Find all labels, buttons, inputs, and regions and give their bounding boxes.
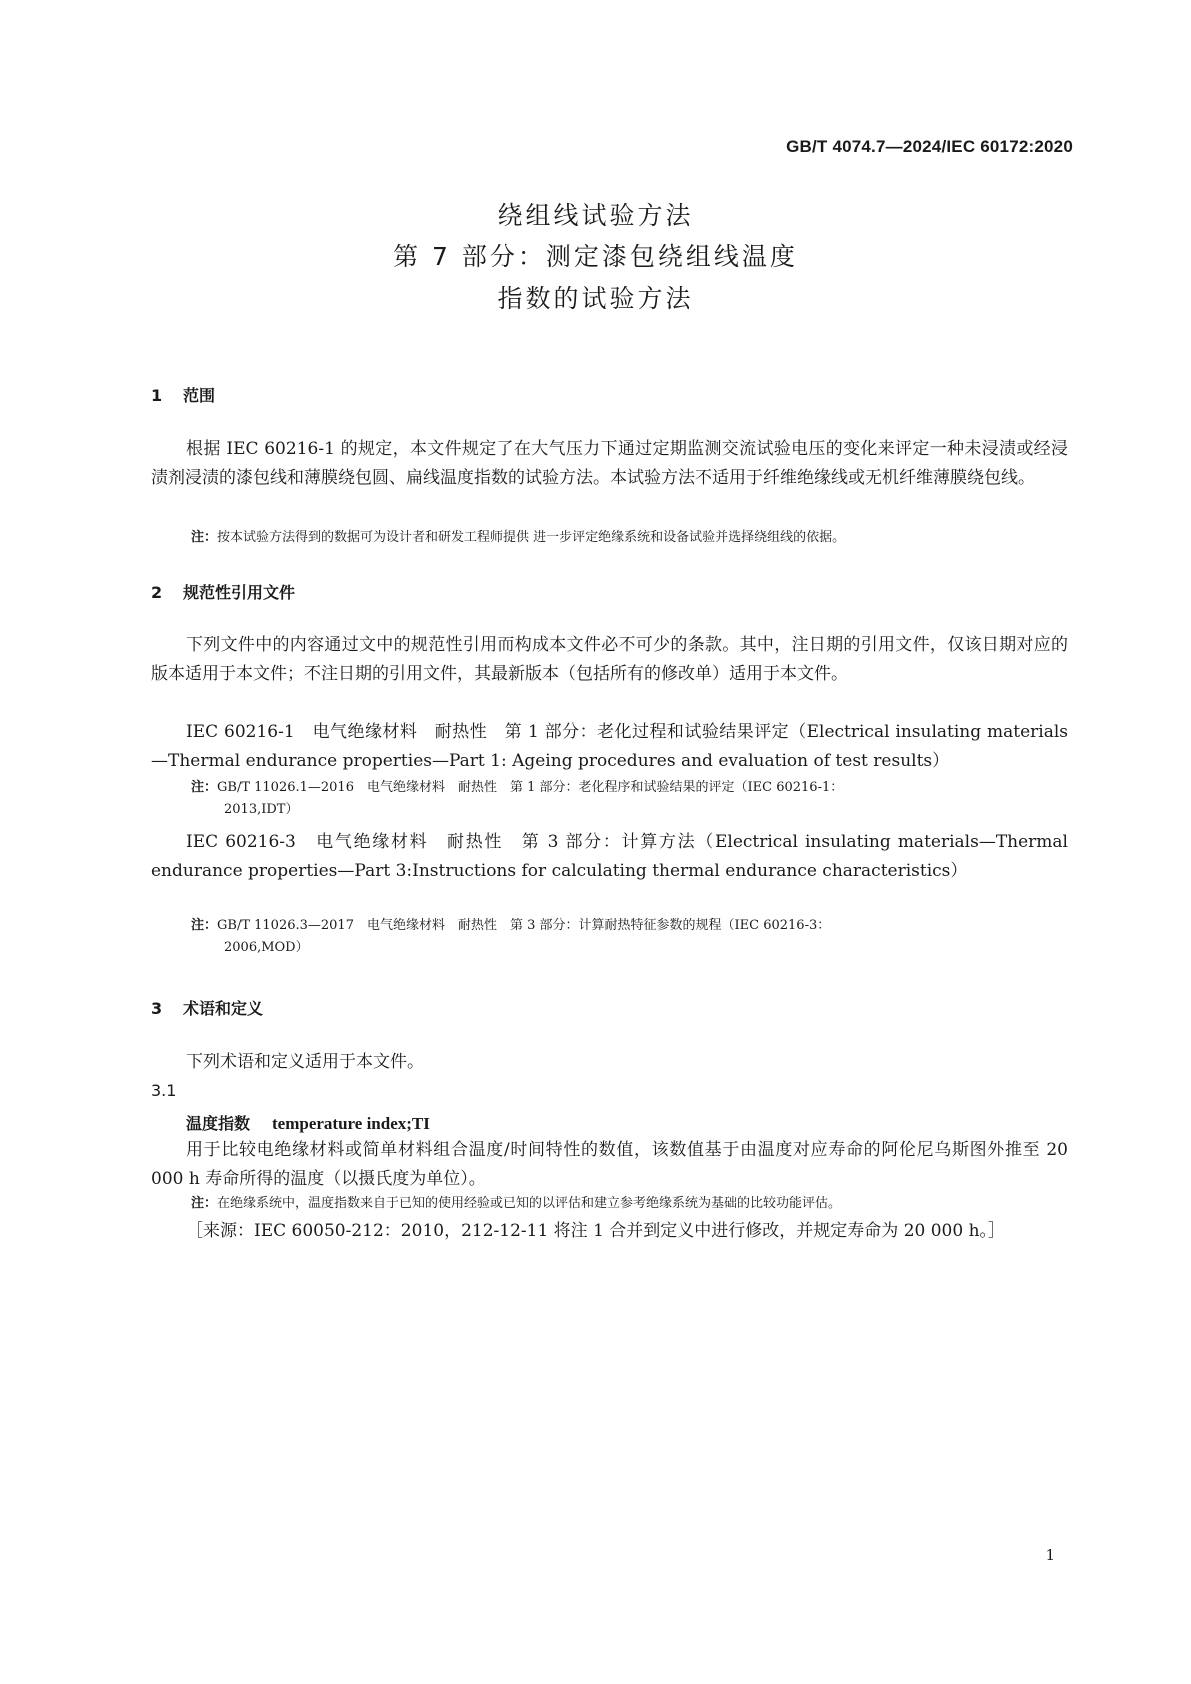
- section-number: 1: [151, 386, 163, 405]
- section-1-paragraph: 根据 IEC 60216-1 的规定，本文件规定了在大气压力下通过定期监测交流试验电压的变化来评定一种未浸渍或经浸渍剂浸渍的漆包线和薄膜绕包圆、扁线温度指数的试验方法。本试验方法不适用于纤维绝缘线或无机纤维薄膜绕包线。: [151, 439, 1068, 488]
- reference-2-note: [191, 915, 1071, 959]
- title-line-1: 绕组线试验方法: [497, 201, 694, 230]
- section-title: 规范性引用文件: [183, 583, 296, 602]
- term-source: ［来源：IEC 60050-212：2010，212-12-11 将注 1 合并到定义中进行修改，并规定寿命为 20 000 h。］: [186, 1221, 1006, 1241]
- section-2-paragraph: 下列文件中的内容通过文中的规范性引用而构成本文件必不可少的条款。其中，注日期的引用文件，仅该日期对应的版本适用于本文件；不注日期的引用文件，其最新版本（包括所有的修改单）适用于本文件。: [151, 635, 1068, 684]
- note-label: 注：: [191, 780, 218, 795]
- section-number: 3: [151, 999, 163, 1018]
- reference-iec-60216-1: IEC 60216-1 电气绝缘材料 耐热性 第 1 部分：老化过程和试验结果评定（Electrical insulating materials—Thermal endurance properties—Part 1: Ageing procedures and evaluation of test results）: [151, 722, 1068, 771]
- section-3-paragraph: 下列术语和定义适用于本文件。: [186, 1052, 424, 1072]
- note-label: 注：: [191, 1196, 218, 1211]
- note-text: GB/T 11026.1—2016 电气绝缘材料 耐热性 第 1 部分：老化程序和试验结果的评定（IEC 60216-1：: [217, 780, 844, 795]
- note-label: 注：: [191, 530, 218, 545]
- section-3-heading: [151, 996, 263, 1019]
- section-title: 范围: [183, 386, 216, 405]
- section-number: 2: [151, 583, 163, 602]
- reference-1-note: [191, 777, 1071, 821]
- title-line-3: 指数的试验方法: [497, 284, 694, 313]
- note-text-continued: 2013,IDT）: [224, 802, 299, 817]
- note-text: 按本试验方法得到的数据可为设计者和研发工程师提供 进一步评定绝缘系统和设备试验并选择绕组线的依据。: [217, 530, 846, 545]
- note-label: 注：: [191, 918, 218, 933]
- note-text: 在绝缘系统中，温度指数来自于已知的使用经验或已知的以评估和建立参考绝缘系统为基础的比较功能评估。: [217, 1196, 842, 1211]
- standard-code: GB/T 4074.7—2024/IEC 60172:2020: [786, 137, 1073, 156]
- section-2-heading: [151, 580, 295, 603]
- note-text: GB/T 11026.3—2017 电气绝缘材料 耐热性 第 3 部分：计算耐热特征参数的规程（IEC 60216-3：: [217, 918, 831, 933]
- term-chinese: 温度指数: [186, 1114, 251, 1133]
- title-line-2: 第 7 部分：测定漆包绕组线温度: [393, 242, 798, 271]
- section-1-note: [191, 527, 1071, 549]
- term-number: 3.1: [151, 1081, 177, 1100]
- term-heading: [186, 1111, 430, 1134]
- section-1-heading: [151, 383, 215, 406]
- term-english: temperature index;TI: [272, 1114, 430, 1133]
- note-text-continued: 2006,MOD）: [224, 940, 309, 955]
- section-title: 术语和定义: [183, 999, 264, 1018]
- term-definition: 用于比较电绝缘材料或简单材料组合温度/时间特性的数值，该数值基于由温度对应寿命的阿伦尼乌斯图外推至 20 000 h 寿命所得的温度（以摄氏度为单位）。: [151, 1140, 1068, 1189]
- page-number: 1: [1045, 1546, 1055, 1564]
- term-note: [191, 1193, 1071, 1215]
- reference-iec-60216-3: IEC 60216-3 电气绝缘材料 耐热性 第 3 部分：计算方法（Electrical insulating materials—Thermal endurance properties—Part 3:Instructions for calculating thermal endurance characteristics）: [151, 832, 1068, 881]
